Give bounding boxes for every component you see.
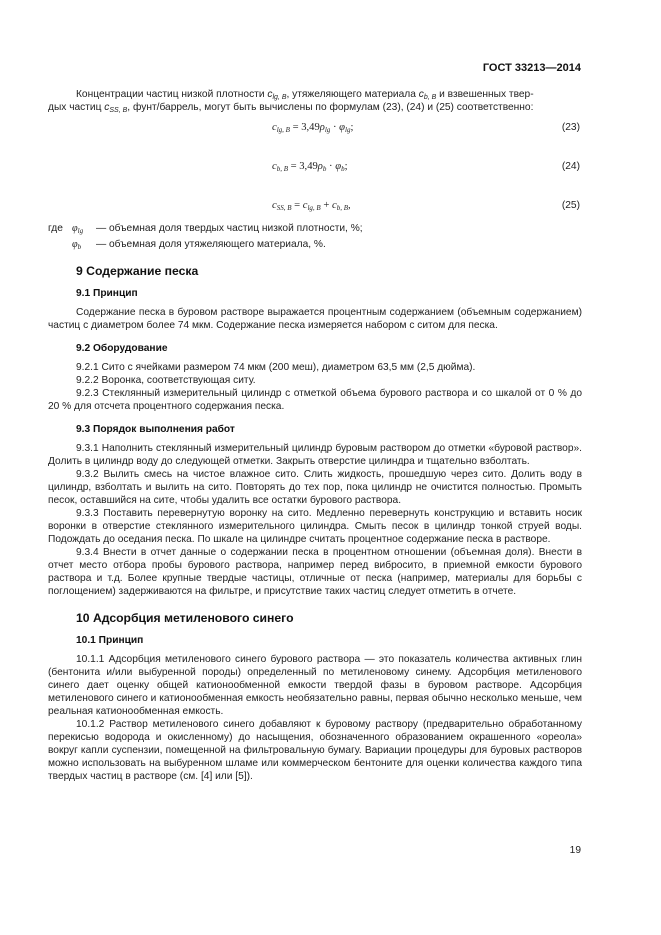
- list-item: 9.3.1 Наполнить стеклянный измерительный цилиндр буровым раствором до отметки «буровой раствор». Долить в цилиндр воду до следующей отметки. Закрыть отверстие цилиндра и тщательно взболтать.: [48, 443, 582, 467]
- section-10-1-heading: 10.1 Принцип: [76, 635, 144, 646]
- page-content: [48, 88, 582, 783]
- section-9-1-text: Содержание песка в буровом растворе выражается процентным содержанием (объемным содержанием) частиц с диаметром более 74 мкм. Содержание песка измеряется набором с ситом для песка.: [48, 307, 582, 331]
- intro-text-1: Концентрации частиц низкой плотности: [76, 89, 265, 100]
- list-item: 10.1.1 Адсорбция метиленового синего бурового раствора — это показатель количества активных глин (бентонита и/или выбуренной породы) определенный по метиленовому синему. Адсорбция метиленового синего дает оценку общей катионообменной емкости твердой фазы в буровом растворе. Адсорбция метиленового синего и катионообменная емкость необязательно равны, первая обычно несколько меньше, чем реальная катионообменная емкость.: [48, 654, 582, 717]
- section-9-2-heading: 9.2 Оборудование: [76, 343, 168, 354]
- list-item: 9.2.3 Стеклянный измерительный цилиндр с отметкой объема бурового раствора и со шкалой от 0 % до 20 % для отсчета процентного содержания песка.: [48, 388, 582, 412]
- formula-number: (23): [561, 122, 580, 133]
- list-item: 9.3.4 Внести в отчет данные о содержании песка в процентном отношении (объемная доля). Внести в отчет место отбора пробы бурового раствора, например перед вибросито, в приемной емкости бурового раствора и т.д. Более крупные твердые частицы, отличные от песка (например, материалы для борьбы с поглощением) задерживаются на фильтре, и присутствие таких частиц следует отметить в отчете.: [48, 547, 582, 597]
- section-9-1-heading: 9.1 Принцип: [76, 288, 138, 299]
- section-9-heading: 9 Содержание песка: [76, 264, 199, 278]
- formula-number: (24): [561, 161, 580, 172]
- formula-25: $c_{SS, B} = c_{lg, B} + c_{b, B}$, (25): [272, 200, 580, 212]
- list-item: 10.1.2 Раствор метиленового синего добавляют к буровому раствору (предварительно обработанному перекисью водорода и окисленному) до насыщения, обозначенного образованием окрашенного «ореола» вокруг капли суспензии, помещенной на фильтровальную бумагу. Вариации процедуры для буровых растворов можно использовать на выбуренном шламе или коммерческом бентоните для оценки количества каждого типа твердых частиц в растворе (см. [4] или [5]).: [48, 719, 582, 782]
- list-item: 9.2.1 Сито с ячейками размером 74 мкм (200 меш), диаметром 63,5 мм (2,5 дюйма).: [76, 362, 476, 373]
- formula-number: (25): [561, 200, 580, 211]
- section-10-heading: 10 Адсорбция метиленового синего: [76, 611, 294, 625]
- list-item: 9.3.2 Вылить смесь на чистое влажное сито. Слить жидкость, прошедшую через сито. Долить воду в цилиндр, взболтать и вылить на сито. Повторять до тех пор, пока цилиндр не очистится полностью. Промыть песок, оставшийся на сите, чтобы удалить все остатки бурового раствора.: [48, 469, 582, 506]
- section-9-3-heading: 9.3 Порядок выполнения работ: [76, 424, 235, 435]
- list-item: 9.3.3 Поставить перевернутую воронку на сито. Медленно перевернуть конструкцию и вставить носик воронки в отверстие стеклянного измерительного цилиндра. Смыть песок в цилиндр тонкой струей воды. Подождать до оседания песка. По шкале на цилиндре считать процентное содержание песка в растворе.: [48, 508, 582, 545]
- where-line-2: $\varphi_b$ — объемная доля утяжеляющего материала, %.: [72, 239, 326, 251]
- intro-paragraph-cont: дых частиц $c_{SS, B}$, фунт/баррель, могут быть вычислены по формулам (23), (24) и (25) соответственно:: [48, 102, 534, 114]
- list-item: 9.2.2 Воронка, соответствующая ситу.: [76, 375, 256, 386]
- standard-number: ГОСТ 33213—2014: [482, 62, 581, 74]
- formula-24: $c_{b, B} = 3,49\rho_b \cdot \varphi_b$; (24): [272, 161, 580, 173]
- where-line-1: где $\varphi_{lg}$ — объемная доля твердых частиц низкой плотности, %;: [48, 223, 363, 235]
- page-number: 19: [569, 845, 581, 856]
- formula-23: $c_{lg, B} = 3,49\rho_{lg} \cdot \varphi_{lg}$; (23): [272, 122, 580, 134]
- intro-paragraph: Концентрации частиц низкой плотности $c_{lg, B}$, утяжеляющего материала $c_{b, B}$ и взвешенных твер-: [76, 89, 534, 101]
